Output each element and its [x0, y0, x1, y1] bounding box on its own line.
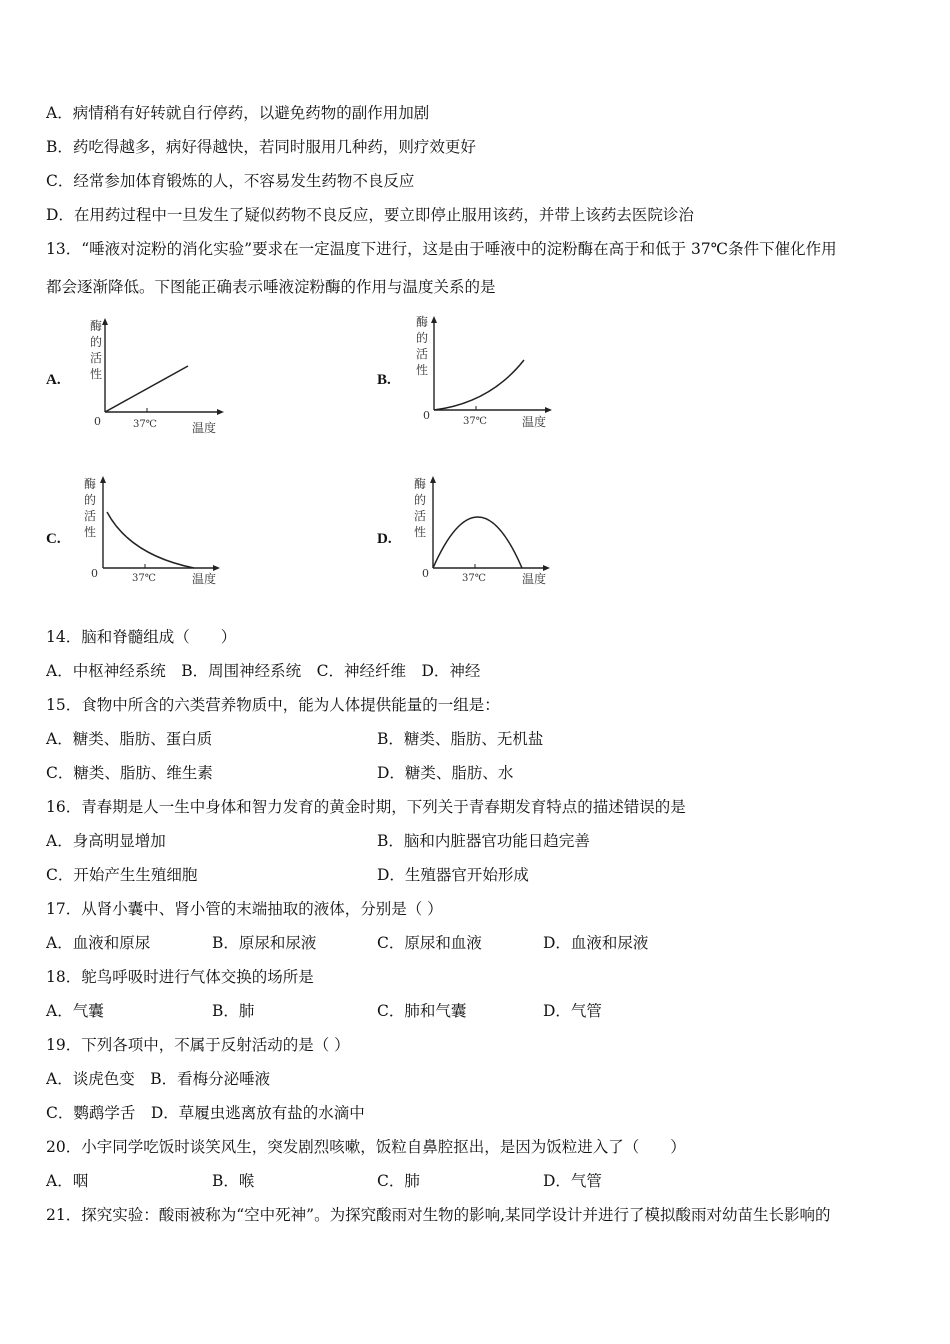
q20-stem: 20．小宇同学吃饭时谈笑风生，突发剧烈咳嗽，饭粒自鼻腔抠出，是因为饭粒进入了（ ）: [46, 1138, 686, 1156]
q20-option-c: C．肺: [377, 1172, 420, 1190]
q12-option-c: C．经常参加体育锻炼的人，不容易发生药物不良反应: [46, 172, 415, 190]
graph-b-ylabel-1: 酶: [416, 315, 429, 329]
graph-d-ylabel-2: 的: [414, 493, 427, 507]
graph-b-xlabel: 温度: [522, 415, 547, 429]
graph-c-y-arrow: [100, 476, 106, 483]
graph-c-ylabel-2: 的: [84, 493, 97, 507]
graph-c-ylabel-4: 性: [84, 525, 97, 539]
q12-option-a: A．病情稍有好转就自行停药，以避免药物的副作用加剧: [46, 104, 430, 122]
graph-d-y-arrow: [430, 476, 436, 483]
graph-b-ylabel-4: 性: [416, 363, 429, 377]
graph-d-ylabel-1: 酶: [414, 477, 427, 491]
q18-option-b: B．肺: [212, 1002, 255, 1020]
q16-stem: 16．青春期是人一生中身体和智力发育的黄金时期，下列关于青春期发育特点的描述错误的是: [46, 798, 686, 816]
q17-option-d: D．血液和尿液: [543, 934, 649, 952]
q19-options-line1: A．谈虎色变 B．看梅分泌唾液: [46, 1070, 271, 1088]
q15-option-b: B．糖类、脂肪、无机盐: [377, 730, 544, 748]
q17-option-c: C．原尿和血液: [377, 934, 482, 952]
graph-a-xlabel: 温度: [192, 421, 217, 435]
q18-stem: 18．鸵鸟呼吸时进行气体交换的场所是: [46, 968, 314, 986]
graph-a-ylabel-4: 性: [90, 367, 103, 381]
q20-option-b: B．喉: [212, 1172, 255, 1190]
q16-option-b: B．脑和内脏器官功能日趋完善: [377, 832, 590, 850]
q16-option-d: D．生殖器官开始形成: [377, 866, 529, 884]
graph-a-x-arrow: [217, 409, 224, 415]
graph-d-xtick: 37℃: [462, 573, 486, 584]
graph-c-xlabel: 温度: [192, 572, 217, 586]
graph-a: [80, 312, 240, 441]
q14-stem: 14．脑和脊髓组成（ ）: [46, 628, 237, 646]
graph-d-curve: [433, 517, 522, 568]
graph-d-origin: 0: [422, 567, 429, 580]
q15-option-c: C．糖类、脂肪、维生素: [46, 764, 213, 782]
graph-a-origin: 0: [94, 415, 101, 428]
q19-options-line2: C．鹦鹉学舌 D．草履虫逃离放有盐的水滴中: [46, 1104, 365, 1122]
graph-b-origin: 0: [423, 409, 430, 422]
q13-stem-line2: 都会逐渐降低。下图能正确表示唾液淀粉酶的作用与温度关系的是: [46, 278, 496, 296]
graph-d-xlabel: 温度: [522, 572, 547, 586]
graph-a-curve: [105, 366, 188, 412]
q17-option-a: A．血液和原尿: [46, 934, 151, 952]
graph-a-ylabel-1: 酶: [90, 319, 103, 333]
q16-option-c: C．开始产生生殖细胞: [46, 866, 198, 884]
graph-b-ylabel-3: 活: [416, 347, 429, 361]
q19-stem: 19．下列各项中，不属于反射活动的是（ ）: [46, 1036, 350, 1054]
graph-c-label: C.: [46, 531, 61, 547]
graph-a-ylabel-2: 的: [90, 335, 103, 349]
graph-b-y-arrow: [431, 316, 437, 323]
graph-d-x-arrow: [543, 565, 550, 571]
graph-c-x-arrow: [213, 565, 220, 571]
q15-stem: 15．食物中所含的六类营养物质中，能为人体提供能量的一组是：: [46, 696, 500, 714]
q14-options: A．中枢神经系统 B．周围神经系统 C．神经纤维 D．神经: [46, 662, 481, 680]
graph-b-x-arrow: [545, 407, 552, 413]
graph-c-ylabel-1: 酶: [84, 477, 97, 491]
graph-b: [410, 308, 570, 437]
graph-d-ylabel-4: 性: [414, 525, 427, 539]
graph-b-xtick: 37℃: [463, 416, 487, 427]
q17-stem: 17．从肾小囊中、肾小管的末端抽取的液体，分别是（ ）: [46, 900, 443, 918]
q16-option-a: A．身高明显增加: [46, 832, 166, 850]
q15-option-d: D．糖类、脂肪、水: [377, 764, 514, 782]
graph-a-label: A.: [46, 372, 61, 388]
graph-c-origin: 0: [91, 567, 98, 580]
q15-option-a: A．糖类、脂肪、蛋白质: [46, 730, 213, 748]
graph-b-label: B.: [377, 372, 391, 388]
q18-option-d: D．气管: [543, 1002, 602, 1020]
q12-option-d: D．在用药过程中一旦发生了疑似药物不良反应，要立即停止服用该药，并带上该药去医院诊治: [46, 206, 694, 224]
graph-a-xtick: 37℃: [133, 419, 157, 430]
graph-a-ylabel-3: 活: [90, 351, 103, 365]
graph-c: [80, 470, 240, 599]
q17-option-b: B．原尿和尿液: [212, 934, 317, 952]
graph-a-y-arrow: [102, 318, 108, 325]
q21-stem: 21．探究实验：酸雨被称为“空中死神”。为探究酸雨对生物的影响,某同学设计并进行了模拟酸雨对幼苗生长影响的: [46, 1206, 831, 1224]
q13-stem-line1: 13．“唾液对淀粉的消化实验”要求在一定温度下进行，这是由于唾液中的淀粉酶在高于和低于 37℃条件下催化作用: [46, 240, 837, 258]
q18-option-c: C．肺和气囊: [377, 1002, 467, 1020]
q18-option-a: A．气囊: [46, 1002, 104, 1020]
graph-c-curve: [107, 512, 194, 568]
graph-b-ylabel-2: 的: [416, 331, 429, 345]
graph-d: [410, 470, 570, 599]
q12-option-b: B．药吃得越多，病好得越快，若同时服用几种药，则疗效更好: [46, 138, 476, 156]
graph-d-label: D.: [377, 531, 392, 547]
graph-c-xtick: 37℃: [132, 573, 156, 584]
graph-b-curve: [434, 360, 524, 410]
graph-c-ylabel-3: 活: [84, 509, 97, 523]
q20-option-d: D．气管: [543, 1172, 602, 1190]
graph-d-ylabel-3: 活: [414, 509, 427, 523]
q20-option-a: A．咽: [46, 1172, 89, 1190]
